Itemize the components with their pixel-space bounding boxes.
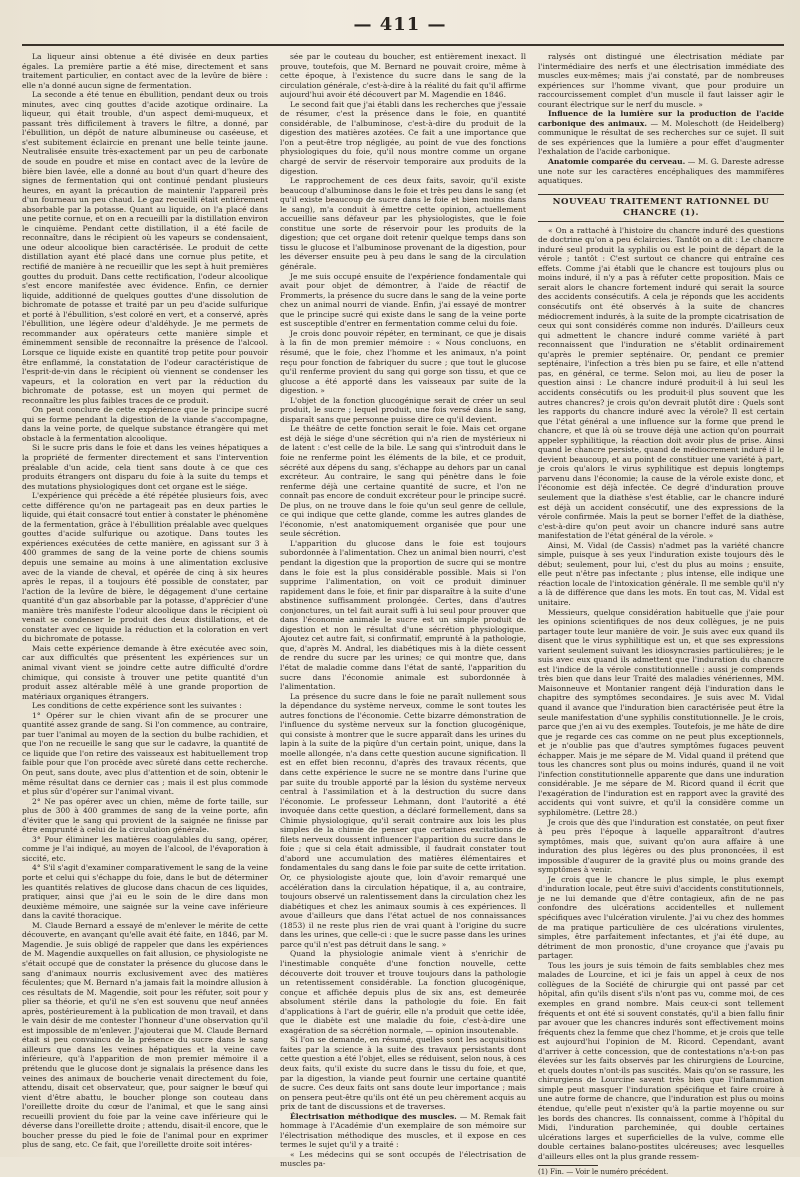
paragraph: « Les médecins qui se sont occupés de l'électrisation de muscles pa- (280, 1149, 526, 1169)
paragraph: 1° Opérer sur le chien vivant afin de se procurer une quantité assez grande de sang. Si l'on commence, au contraire, par tuer l'animal au moyen de la section du bulbe rachidien, et que l'on ne recueille le sang que sur le cadavre, la quantité de ce liquide que l'on retire des vaisseaux est habituellement trop faible pour que l'on procède avec sûreté dans cette recherche. On peut, sans doute, avec plus d'attention et de soin, obtenir le même résultat dans ce dernier cas ; mais il est plus commode et plus sûr d'opérer sur l'animal vivant. (22, 710, 268, 797)
paragraph: Je crois que dès que l'induration est constatée, on peut fixer à peu près l'époque à laquelle apparaîtront d'autres symptômes, mais que, suivant qu'on aura affaire à une induration des plus légères ou des plus prononcées, il est impossible d'augurer de la gravité plus ou moins grande des symptômes à venir. (538, 817, 784, 875)
paragraph: Je crois que le chancre le plus simple, le plus exempt d'induration locale, peut être suivi d'accidents constitutionnels, je ne lui demande que d'être contagieux, afin de ne pas confondre des ulcérations accidentelles et nullement spécifiques avec l'ulcération virulente. J'ai vu chez des hommes de ma pratique particulière de ces ulcérations virulentes, simples, être parfaitement infectantes, et j'ai été dupe, au détriment de mon pronostic, d'une croyance que j'avais pu partager. (538, 874, 784, 961)
paragraph: Je crois donc pouvoir répéter, en terminant, ce que je disais à la fin de mon premier mémoire : « Nous concluons, en résumé, que le foie, chez l'homme et les animaux, n'a point reçu pour fonction de fabriquer du sucre ; que tout le glucose qu'il renferme provient du sang qui gorge son tissu, et que ce glucose a été apporté dans les vaisseaux par suite de la digestion. » (280, 328, 526, 396)
paragraph: Si l'on se demande, en résumé, quelles sont les acquisitions faites par la science à la suite des travaux persistants dont cette question a été l'objet, elles se réduisent, selon nous, à ces deux faits, qu'il existe du sucre dans le tissu du foie, et que, par la digestion, la viande peut fournir une certaine quantité de sucre. Ces deux faits ont sans doute leur importance ; mais on pensera peut-être qu'ils ont été un peu chèrement acquis au prix de tant de discussions et de traverses. (280, 1035, 526, 1112)
paragraph: L'objet de la fonction glucogénique serait de créer un seul produit, le sucre ; lequel produit, une fois versé dans le sang, disparaît sans que personne puisse dire ce qu'il devient. (280, 395, 526, 424)
paragraph: On peut conclure de cette expérience que le principe sucré qui se forme pendant la digestion de la viande s'accompagne, dans la veine porte, de quelque substance étrangère qui met obstacle à la fermentation alcoolique. (22, 405, 268, 443)
section-title: NOUVEAU TRAITEMENT RATIONNEL DU CHANCRE (1). (538, 194, 784, 222)
footnote-rule (538, 1165, 598, 1166)
page-number: — 411 — (353, 14, 447, 35)
paragraph: L'expérience qui précède a été répétée plusieurs fois, avec cette différence qu'on ne partageait pas en deux parties le liquide, qui était consacré tout entier à constater le phénomène de la fermentation, grâce à l'ébullition préalable avec quelques gouttes d'acide sulfurique ou azotique. Dans toutes les expériences exécutées de cette manière, en agissant sur 3 à 400 grammes de sang de la veine porte de chiens soumis depuis une semaine au moins à une alimentation exclusive avec de la viande de cheval, et opérée de cinq à six heures après le repas, il a toujours été possible de constater, par l'action de la levûre de bière, le dégagement d'une certaine quantité d'un gaz absorbable par la potasse, d'apprécier d'une manière très manifeste l'odeur alcoolique dans le récipient où venait se condenser le produit des deux distillations, et de constater avec ce liquide la réduction et la coloration en vert du bichromate de potasse. (22, 491, 268, 644)
paragraph: Influence de la lumière sur la production de l'acide carbonique des animaux. — M. Moleschott (de Heidelberg) communique le résultat de ses recherches sur ce sujet. Il suit de ses expériences que la lumière a pour effet d'augmenter l'exhalation de l'acide carbonique. (538, 109, 784, 157)
paragraph: Électrisation méthodique des muscles. — M. Remak fait hommage à l'Académie d'un exemplaire de son mémoire sur l'électrisation méthodique des muscles, et il expose en ces termes le sujet qu'il y a traité : (280, 1111, 526, 1150)
paragraph: « On a rattaché à l'histoire du chancre induré des questions de doctrine qu'on a peu éclaircies. Tantôt on a dit : Le chancre induré seul produit la syphilis ou est le point de départ de la vérole ; tantôt : C'est surtout ce chancre qui entraîne ces effets. Comme j'ai établi que le chancre est toujours plus ou moins induré, il n'y a pas à réfuter cette proposition. Mais ce serait alors le chancre fortement induré qui serait la source des accidents consécutifs. A cela je réponds que les accidents consécutifs ont été observés à la suite de chancres médiocrement indurés, à la suite de la prompte cicatrisation de ceux qui sont considérés comme non indurés. D'ailleurs ceux qui admettent le chancre induré comme variété à part reconnaissent que l'induration ne s'établit ordinairement qu'après le premier septénaire. Or, pendant ce premier septénaire, l'infection a très bien pu se faire, et elle n'attend pas, en général, ce terme. Selon moi, au lieu de poser la question ainsi : Le chancre induré produit-il à lui seul les accidents consécutifs ou les produit-il plus souvent que les autres chancres? je crois qu'on devrait plutôt dire : Quels sont les rapports du chancre induré avec la vérole? Il est certain que l'état général a une influence sur la forme que prend le chancre, et que là où se trouve déjà une action qu'on pourrait appeler syphilitique, la réaction doit avoir plus de prise. Ainsi quand le chancre persiste, quand de médiocrement induré il le devient beaucoup, et au point de constituer une variété à part, je crois qu'alors le virus syphilitique est depuis longtemps parvenu dans l'économie; la cause de la vérole existe donc, et l'économie est déjà infectée. Ce degré d'induration prouve seulement que la diathèse s'est établie, car le chancre induré est déjà un accident consécutif, une des expressions de la vérole confirmée. Mais la peut se borner l'effet de la diathèse, c'est-à-dire qu'on peut avoir un chancre induré sans autre manifestation de l'état général de la vérole. » (538, 225, 784, 541)
paragraph: La seconde a été tenue en ébullition, pendant deux ou trois minutes, avec cinq gouttes d'acide azotique ordinaire. La liqueur, qui était trouble, d'un aspect demi-muqueux, et passant très difficilement à travers le filtre, a donné, par l'ébullition, un dépôt de nature albumineuse ou caséeuse, et s'est subitement éclaircie en prenant une belle teinte jaune. Neutralisée ensuite très-exactement par un peu de carbonate de soude en poudre et mise en contact avec de la levûre de bière bien lavée, elle a donné au bout d'un quart d'heure des signes de fermentation qui ont continué pendant plusieurs heures, en ayant la précaution de maintenir l'appareil près d'un fourneau un peu chaud. Le gaz recueilli était entièrement absorbable par la potasse. Quant au liquide, on l'a placé dans une petite cornue, et on en a recueilli par la distillation environ le cinquième. Pendant cette distillation, il a été facile de reconnaître, dans le récipient où les vapeurs se condensaient, une odeur alcoolique bien caractérisée. Le produit de cette distillation ayant été placé dans une cornue plus petite, et rectifié de manière à ne recueillir que les sept à huit premières gouttes du produit. Dans cette rectification, l'odeur alcoolique s'est encore manifestée avec évidence. Enfin, ce dernier liquide, additionné de quelques gouttes d'une dissolution de bichromate de potasse et traité par un peu d'acide sulfurique et porté à l'ébullition, s'est coloré en vert, et a conservé, après l'ébullition, une légère odeur d'aldéhyde. Je me permets de recommander aux opérateurs cette manière simple et éminemment sensible de reconnaître la présence de l'alcool. Lorsque ce liquide existe en quantité trop petite pour pouvoir être enflammé, la constatation de l'odeur caractéristique de l'esprit-de-vin dans le récipient où viennent se condenser les vapeurs, et la coloration en vert par la réduction du bichromate de potasse, est un moyen qui permet de reconnaître les plus faibles traces de ce produit. (22, 90, 268, 405)
paragraph: ralysés ont distingué une électrisation médiate par l'intermédiaire des nerfs et une électrisation immédiate des muscles eux-mêmes; mais j'ai constaté, par de nombreuses expériences sur l'homme vivant, que pour produire un raccourcissement complet d'un muscle il faut laisser agir le courant électrique sur le nerf du muscle. » (538, 52, 784, 109)
paragraph: Le second fait que j'ai établi dans les recherches que j'essaie de résumer, c'est la présence dans le foie, en quantité considérable, de l'albuminose, c'est-à-dire du produit de la digestion des matières azotées. Ce fait a une importance que l'on a peut-être trop négligée, au point de vue des fonctions physiologiques du foie, qu'il nous montre comme un organe chargé de servir de réservoir temporaire aux produits de la digestion. (280, 99, 526, 176)
paragraph: Le théâtre de cette fonction serait le foie. Mais cet organe est déjà le siége d'une sécrétion qui n'a rien de mystérieux ni de latent : c'est celle de la bile. Le sang qui s'introduit dans le foie ne renferme point les éléments de la bile, et ce produit, sécrété aux dépens du sang, s'échappe au dehors par un canal excréteur. Au contraire, le sang qui pénètre dans le foie renferme déjà une certaine quantité de sucre, et l'on ne connaît pas encore de conduit excréteur pour le principe sucré. De plus, on ne trouve dans le foie qu'un seul genre de cellule, ce qui indique que cette glande, comme les autres glandes de l'économie, n'est anatomiquement organisée que pour une seule sécrétion. (280, 424, 526, 539)
column-3 (538, 52, 784, 1177)
column-3-article (538, 226, 784, 1162)
paragraph: sée par le couteau du boucher, est entièrement inexact. Il prouve, toutefois, que M. Bernard ne pouvait croire, même à cette époque, à l'existence du sucre dans le sang de la circulation générale, c'est-à-dire à la réalité du fait qu'il affirme aujourd'hui avoir été découvert par M. Magendie en 1846. (280, 52, 526, 100)
paragraph: Je me suis occupé ensuite de l'expérience fondamentale qui avait pour objet de démontrer, à l'aide de réactif de Frommerts, la présence du sucre dans le sang de la veine porte chez un animal nourri de viande. Enfin, j'ai essayé de montrer que le principe sucré qui existe dans le sang de la veine porte est susceptible d'entrer en fermentation comme celui du foie. (280, 271, 526, 329)
header-rule (22, 44, 784, 46)
paragraph: Anatomie comparée du cerveau. — M. G. Dareste adresse une note sur les caractères encéphaliques des mammifères aquatiques. (538, 157, 784, 186)
paragraph: Tous les jours je suis témoin de faits semblables chez mes malades de Lourcine, et ici je fais un appel à ceux de nos collègues de la Société de chirurgie qui ont passé par cet hôpital, afin qu'ils disent s'ils n'ont pas vu, comme moi, de ces exemples en grand nombre. Mais ceux-ci sont tellement fréquents et ont été si souvent constatés, qu'il a bien fallu finir par avouer que les chancres indurés sont effectivement moins fréquents chez la femme que chez l'homme, et je crois que telle est aujourd'hui l'opinion de M. Ricord. Cependant, avant d'arriver à cette concession, que de contestations n'a-t-on pas élevées sur les faits observés par les chirurgiens de Lourcine, et quels doutes n'ont-ils pas suscités. Mais qu'on se rassure, les chirurgiens de Lourcine savent très bien que l'inflammation simple peut masquer l'induration spécifique et faire croire à une autre forme de chancre, que l'induration est plus ou moins étendue, qu'elle peut n'exister qu'à la partie moyenne ou sur les bords des chancres. Ils connaissent, comme à l'hôpital du Midi, l'induration parcheminée, qui double certaines ulcérations larges et superficielles de la vulve, comme elle double certaines balano-postites ulcéreuses; avec lesquelles d'ailleurs elles ont la plus grande ressem- (538, 960, 784, 1161)
paragraph: 4° S'il s'agit d'examiner comparativement le sang de la veine porte et celui qui s'échappe du foie, dans le but de déterminer les quantités relatives de glucose dans chacun de ces liquides, pratiquer, ainsi que j'ai eu le soin de le dire dans mon deuxième mémoire, une saignée sur la veine cave inférieure dans la cavité thoracique. (22, 863, 268, 921)
paragraph: 2° Ne pas opérer avec un chien, même de forte taille, sur plus de 300 à 400 grammes de sang de la veine porte, afin d'éviter que le sang qui provient de la saignée ne finisse par être emprunté à celui de la circulation générale. (22, 796, 268, 835)
paragraph: Les conditions de cette expérience sont les suivantes : (32, 701, 242, 711)
paragraph: 3° Pour éliminer les matières coagulables du sang, opérer, comme je l'ai indiqué, au moyen de l'alcool, de l'évaporation à siccité, etc. (22, 834, 268, 863)
paragraph: Quand la physiologie animale vient à s'enrichir de l'inestimable conquête d'une fonction nouvelle, cette découverte doit trouver et trouve toujours dans la pathologie un retentissement considérable. La fonction glucogénique, conçue et affichée depuis plus de six ans, est demeurée absolument stérile dans la pathologie du foie. En fait d'applications à l'art de guérir, elle n'a produit que cette idée, que le diabète est une maladie du foie, c'est-à-dire une exagération de sa sécrétion normale, — opinion insoutenable. (280, 949, 526, 1035)
footnote: (1) Fin. — Voir le numéro précédent. (538, 1168, 669, 1177)
column-1 (22, 52, 268, 1148)
column-2 (280, 52, 526, 1169)
paragraph: L'apparition du glucose dans le foie est toujours subordonnée à l'alimentation. Chez un animal bien nourri, c'est pendant la digestion que la proportion de sucre qui se montre dans le foie est la plus considérable possible. Mais si l'on supprime l'alimentation, on voit ce produit diminuer rapidement dans le foie, et finir par disparaître à la suite d'une abstinence suffisamment prolongée. Certes, dans d'autres conjonctures, un tel fait aurait suffi à lui seul pour prouver que dans l'économie animale le sucre est un simple produit de digestion et non le résultat d'une sécrétion physiologique. Ajoutez cet autre fait, si confirmatif, emprunté à la pathologie, que, d'après M. Andral, les diabétiques mis à la diète cessent de rendre du sucre par les urines; ce qui montre que, dans l'état de maladie comme dans l'état de santé, l'apparition du sucre dans l'économie animale est subordonnée à l'alimentation. (280, 538, 526, 692)
paragraph: La liqueur ainsi obtenue a été divisée en deux parties égales. La première partie a été mise, directement et sans traitement particulier, en contact avec de la levûre de bière : elle n'a donné aucun signe de fermentation. (22, 52, 268, 90)
paragraph: Messieurs, quelque considération habituelle que j'aie pour les opinions scientifiques de nos deux collègues, je ne puis partager toute leur manière de voir. Je suis avec eux quand ils disent que le virus syphilitique est un, et que ses expressions varient seulement suivant les idiosyncrasies particulières; je le suis avec eux quand ils admettent que l'induration du chancre est l'indice de la vérole constitutionnelle : aussi je comprends très bien que dans leur Traité des maladies vénériennes, MM. Maisonneuve et Montanier rangent déjà l'induration dans le chapitre des symptômes secondaires. Je suis avec M. Vidal quand il avance que l'induration bien caractérisée peut être la seule manifestation d'une syphilis constitutionnelle. Je le crois, parce que j'en ai vu des exemples. Toutefois, je me hâte de dire que je regarde ces cas comme on ne peut plus exceptionnels, et je n'oublie pas que d'autres symptômes fugaces peuvent échapper. Mais je me sépare de M. Vidal quand il prétend que tous les chancres sont plus ou moins indurés, quand il ne voit l'infection constitutionnelle apparente que dans une induration considérable. Je me sépare de M. Ricord quand il écrit que l'exagération de l'induration est en rapport avec la gravité des accidents qui vont suivre, et qu'il la considère comme un syphilomètre. (Lettre 28.) (538, 607, 784, 818)
paragraph: Mais cette expérience demande à être exécutée avec soin, car aux difficultés que présentent les expériences sur un animal vivant vient se joindre cette autre difficulté d'ordre chimique, qui consiste à trouver une petite quantité d'un produit assez altérable mêlé à une grande proportion de matériaux organiques étrangers. (22, 643, 268, 701)
paragraph: Ainsi, M. Vidal (de Cassis) n'admet pas la variété chancre simple, puisque à ses yeux l'induration existe toujours dès le début; seulement, pour lui, c'est du plus au moins ; ensuite, elle peut n'être pas infectante ; plus intense, elle indique une réaction locale de l'intoxication générale. Il me semble qu'il n'y a là de différence que dans les mots. En tout cas, M. Vidal est unitaire. (538, 540, 784, 607)
paragraph: M. Claude Bernard a essayé de m'enlever le mérite de cette découverte, en avançant qu'elle avait été faite, en 1846, par M. Magendie. Je suis obligé de rappeler que dans les expériences de M. Magendie auxquelles on fait allusion, ce physiologiste ne s'était occupé que de constater la présence du glucose dans le sang d'animaux nourris exclusivement avec des matières féculentes; que M. Bernard n'a jamais fait la moindre allusion à ces résultats de M. Magendie, soit pour les réfuter, soit pour y plier sa théorie, et qu'il ne s'en est souvenu que neuf années après, postérieurement à la publication de mon travail, et dans le vain désir de me contester l'honneur d'une observation qu'il est impossible de m'enlever. J'ajouterai que M. Claude Bernard était si peu convaincu de la présence du sucre dans le sang ailleurs que dans les veines hépatiques et la veine cave inférieure, qu'à l'apparition de mon premier mémoire il a prétendu que le glucose dont je signalais la présence dans les veines des animaux de boucherie venait directement du foie, attendu, disait cet observateur, que, pour saigner le bœuf qui vient d'être abattu, le boucher plonge son couteau dans l'oreillette droite du cœur de l'animal, et que le sang ainsi recueilli provient du foie par la veine cave inférieure qui le déverse dans l'oreillette droite ; attendu, disait-il encore, que le boucher presse du pied le foie de l'animal pour en exprimer plus de sang, etc. Ce fait, que l'oreillette droite soit intéres- (22, 920, 268, 1150)
paragraph: La présence du sucre dans le foie ne paraît nullement sous la dépendance du système nerveux, comme le sont toutes les autres fonctions de l'économie. Cette bizarre démonstration de l'influence du système nerveux sur la fonction glucogénique, qui consiste à montrer que le sucre apparaît dans les urines du lapin à la suite de la piqûre d'un certain point, unique, dans la moelle allongée, n'a dans cette question aucune signification. Il est en effet bien reconnu, d'après des travaux récents, que dans cette expérience le sucre ne se montre dans l'urine que par suite du trouble apporté par la lésion du système nerveux central à l'assimilation et à la destruction du sucre dans l'économie. Le professeur Lehmann, dont l'autorité a été invoquée dans cette question, a déclaré formellement, dans sa Chimie physiologique, qu'il serait contraire aux lois les plus simples de la chimie de penser que certaines excitations de filets nerveux doussent influencer l'apparition du sucre dans le foie ; que si cela était admissible, il faudrait constater tout d'abord une accumulation des matières élémentaires et fondamentales du sang dans le foie par suite de cette irritation. Or, ce physiologiste ajoute que, loin d'avoir remarqué une accélération dans la circulation hépatique, il a, au contraire, toujours observé un ralentissement dans la circulation chez les diabétiques et chez les animaux soumis à ces expériences. Il avoue d'ailleurs que dans l'état actuel de nos connaissances (1853) il ne reste plus rien de vrai quant à l'origine du sucre dans les urines, que celle-ci : que le sucre passe dans les urines parce qu'il n'est pas détruit dans le sang. » (280, 691, 526, 949)
column-3-notes (538, 52, 784, 186)
paragraph: Si le sucre pris dans le foie et dans les veines hépatiques a la propriété de fermenter directement et sans l'intervention préalable d'un acide, cela tient sans doute à ce que ces produits étrangers ont disparu du foie à la suite du temps et des mutations physiologiques dont cet organe est le siége. (22, 443, 268, 491)
paragraph: Le rapprochement de ces deux faits, savoir, qu'il existe beaucoup d'albuminose dans le foie et très peu dans le sang (et qu'il existe beaucoup de sucre dans le foie et bien moins dans le sang), m'a conduit à émettre cette opinion, actuellement accueillie sans défaveur par les physiologistes, que le foie constitue une sorte de réservoir pour les produits de la digestion; que cet organe doit retenir quelque temps dans son tissu le glucose et l'albuminose provenant de la digestion, pour les déverser ensuite peu à peu dans le sang de la circulation générale. (280, 176, 526, 272)
